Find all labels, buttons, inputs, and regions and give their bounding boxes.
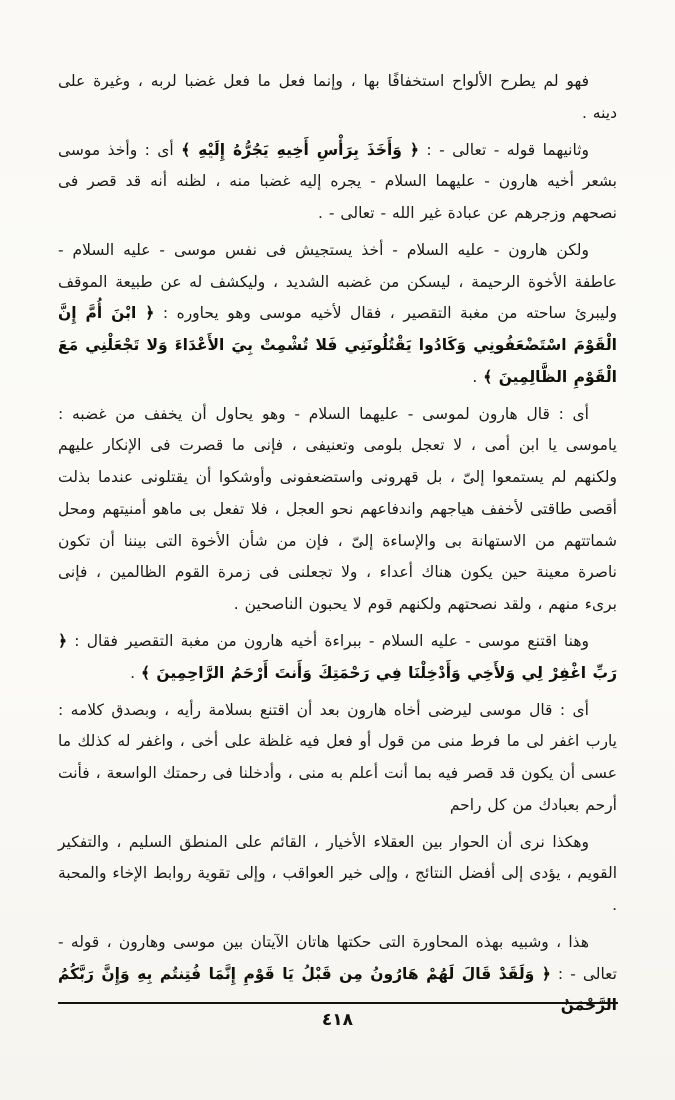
paragraph xyxy=(58,66,617,130)
quran-verse: ﴿ وَأَخَذَ بِرَأْسِ أَخِيهِ يَجُرُّهُ إِلَيْهِ ﴾ xyxy=(181,140,419,159)
body-text: . xyxy=(130,663,141,682)
body-text: . xyxy=(472,367,484,386)
body-text: وهكذا نرى أن الحوار بين العقلاء الأخيار ، القائم على المنطق السليم ، والتفكير القويم ، يؤدى إلى أفضل النتائج ، وإلى خير العواقب ، وإلى تقوية روابط الإخاء والمحبة . xyxy=(58,832,617,915)
body-text: أى : قال موسى ليرضى أخاه هارون بعد أن اقتنع بسلامة رأيه ، وبصدق كلامه : يارب اغفر لى ما فرط منى من قول أو فعل فيه غلظة على أخى ، واغفر له كذلك ما عسى أن يكون قد قصر فيه بما أنت أعلم به منى ، وأدخلنا فى رحمتك الواسعة ، فأنت أرحم بعبادك من كل راحم xyxy=(58,700,617,814)
body-text: هذا ، وشبيه بهذه المحاورة التى حكتها هاتان الآيتان بين موسى وهارون ، قوله - تعالى - : xyxy=(58,932,617,983)
paragraph xyxy=(58,399,617,621)
body-text: فهو لم يطرح الألواح استخفافًا بها ، وإنما فعل ما فعل غضبا لربه ، وغيرة على دينه . xyxy=(58,72,617,122)
footer-rule xyxy=(58,1002,618,1004)
body-text: أى : قال هارون لموسى - عليهما السلام - وهو يحاول أن يخفف من غضبه : ياموسى يا ابن أمى ، لا تعجل بلومى وتعنيفى ، فإنى ما قصرت فى الإنكار عليهم ولكنهم لم يستمعوا إلىّ ، بل قهرونى واستضعفونى وأوشكوا أن يقتلونى عندما بذلت أقصى طاقتى لأخفف هياجهم واندفاعهم نحو العجل ، فلا تفعل بى ماهو أمنيتهم ومحل شماتتهم من الاستهانة بى والإساءة إلىّ ، فإن من شأن الأخوة التى بيننا أن تكون ناصرة معينة حين يكون هناك أعداء ، ولا تجعلنى فى زمرة القوم الظالمين ، فإنى برىء منهم ، ولقد نصحتهم ولكنهم قوم لا يحبون الناصحين . xyxy=(58,404,617,614)
quran-verse: ﴿ رَبِّ اغْفِرْ لِي وَلأَخِي وَأَدْخِلْنَا فِي رَحْمَتِكَ وَأَنتَ أَرْحَمُ الرَّاحِمِينَ ﴾ xyxy=(58,632,617,682)
page-number: ٤١٨ xyxy=(321,1010,354,1030)
quran-verse: ﴿ وَلَقَدْ قَالَ لَهُمْ هَارُونُ مِن قَبْلُ يَا قَوْمِ إِنَّمَا فُتِنتُم بِهِ وَإِنَّ رَبَّكُمُ الرَّحْمَنُ xyxy=(58,964,617,1015)
body-text: وثانيهما قوله - تعالى - : xyxy=(418,140,589,159)
body-text: ولكن هارون - عليه السلام - أخذ يستجيش فى نفس موسى - عليه السلام - عاطفة الأخوة الرحيمة ، ليسكن من غضبه الشديد ، وليكشف له عن طبيعة الموقف وليبرئ ساحته من مغبة التقصير ، فقال لأخيه موسى وهو يحاوره : xyxy=(58,240,617,323)
body-text: أى : وأخذ موسى بشعر أخيه هارون - عليهما السلام - يجره إليه غضبا منه ، لظنه أنه قد قصر فى نصحهم وزجرهم عن عبادة غير الله - تعالى - . xyxy=(58,140,617,223)
body-text: وهنا اقتنع موسى - عليه السلام - ببراءة أخيه هارون من مغبة التقصير فقال : xyxy=(67,632,589,651)
quran-verse: ﴿ ابْنَ أُمَّ إِنَّ الْقَوْمَ اسْتَضْعَفُونِي وَكَادُوا يَقْتُلُونَنِي فَلا تُشْمِتْ بِيَ الأَعْدَاءَ وَلا تَجْعَلْنِي مَعَ الْقَوْمِ الظَّالِمِينَ ﴾ xyxy=(58,304,617,386)
page-footer xyxy=(0,1002,675,1030)
paragraph xyxy=(58,135,617,230)
paragraph xyxy=(58,626,617,690)
paragraph xyxy=(58,827,617,922)
paragraph xyxy=(58,235,617,394)
paragraph xyxy=(58,695,617,822)
text-body xyxy=(58,66,617,1027)
